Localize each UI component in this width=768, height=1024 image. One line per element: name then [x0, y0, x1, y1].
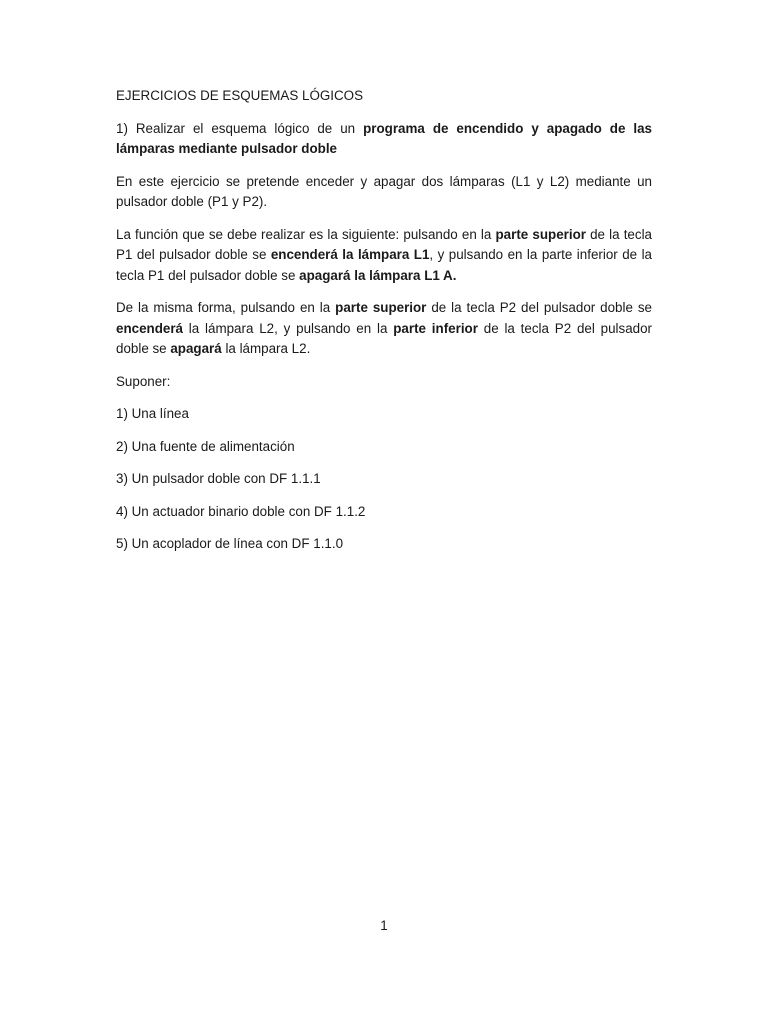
function-bold-3: apagará la lámpara L1 A.	[299, 267, 457, 283]
second-key-text-5: la lámpara L2.	[221, 341, 311, 356]
function-description	[116, 225, 652, 287]
function-bold-1: parte superior	[495, 226, 586, 242]
assumptions-heading: Suponer:	[116, 373, 171, 389]
second-key-text-4: de la tecla P2 del pulsador doble se	[116, 320, 653, 356]
exercise-statement	[116, 119, 652, 160]
list-item: 3) Un pulsador doble con DF 1.1.1	[116, 471, 321, 486]
second-key-text-2: de la tecla P2 del pulsador doble se	[426, 300, 653, 315]
second-key-description	[116, 298, 652, 360]
page-number: 1	[380, 918, 388, 933]
second-key-bold-3: parte inferior	[393, 320, 478, 336]
second-key-bold-2: encenderá	[116, 320, 183, 336]
list-item: 4) Un actuador binario doble con DF 1.1.2	[116, 503, 366, 519]
exercise-statement-intro: 1) Realizar el esquema lógico de un	[116, 120, 364, 136]
document-title: EJERCICIOS DE ESQUEMAS LÓGICOS	[116, 88, 364, 103]
function-text-1: La función que se debe realizar es la siguiente: pulsando en la	[116, 226, 496, 242]
document-body	[116, 86, 652, 567]
function-text-3: , y pulsando en la parte inferior de la tecla P1 del pulsador doble se	[116, 247, 652, 283]
function-text-2: de la tecla P1 del pulsador doble se	[116, 226, 652, 262]
second-key-bold-1: parte superior	[335, 300, 427, 315]
second-key-text-1: De la misma forma, pulsando en la	[116, 300, 336, 315]
exercise-statement-bold: programa de encendido y apagado de las lámparas mediante pulsador doble	[116, 120, 652, 156]
second-key-text-3: la lámpara L2, y pulsando en la	[183, 320, 394, 336]
list-item: 1) Una línea	[116, 406, 189, 421]
list-item: 5) Un acoplador de línea con DF 1.1.0	[116, 536, 344, 551]
second-key-bold-4: apagará	[170, 341, 222, 356]
list-item: 2) Una fuente de alimentación	[116, 438, 295, 454]
exercise-description: En este ejercicio se pretende enceder y apagar dos lámparas (L1 y L2) mediante un pulsador doble (P1 y P2).	[116, 173, 652, 209]
function-bold-2: encenderá la lámpara L1	[270, 247, 430, 262]
